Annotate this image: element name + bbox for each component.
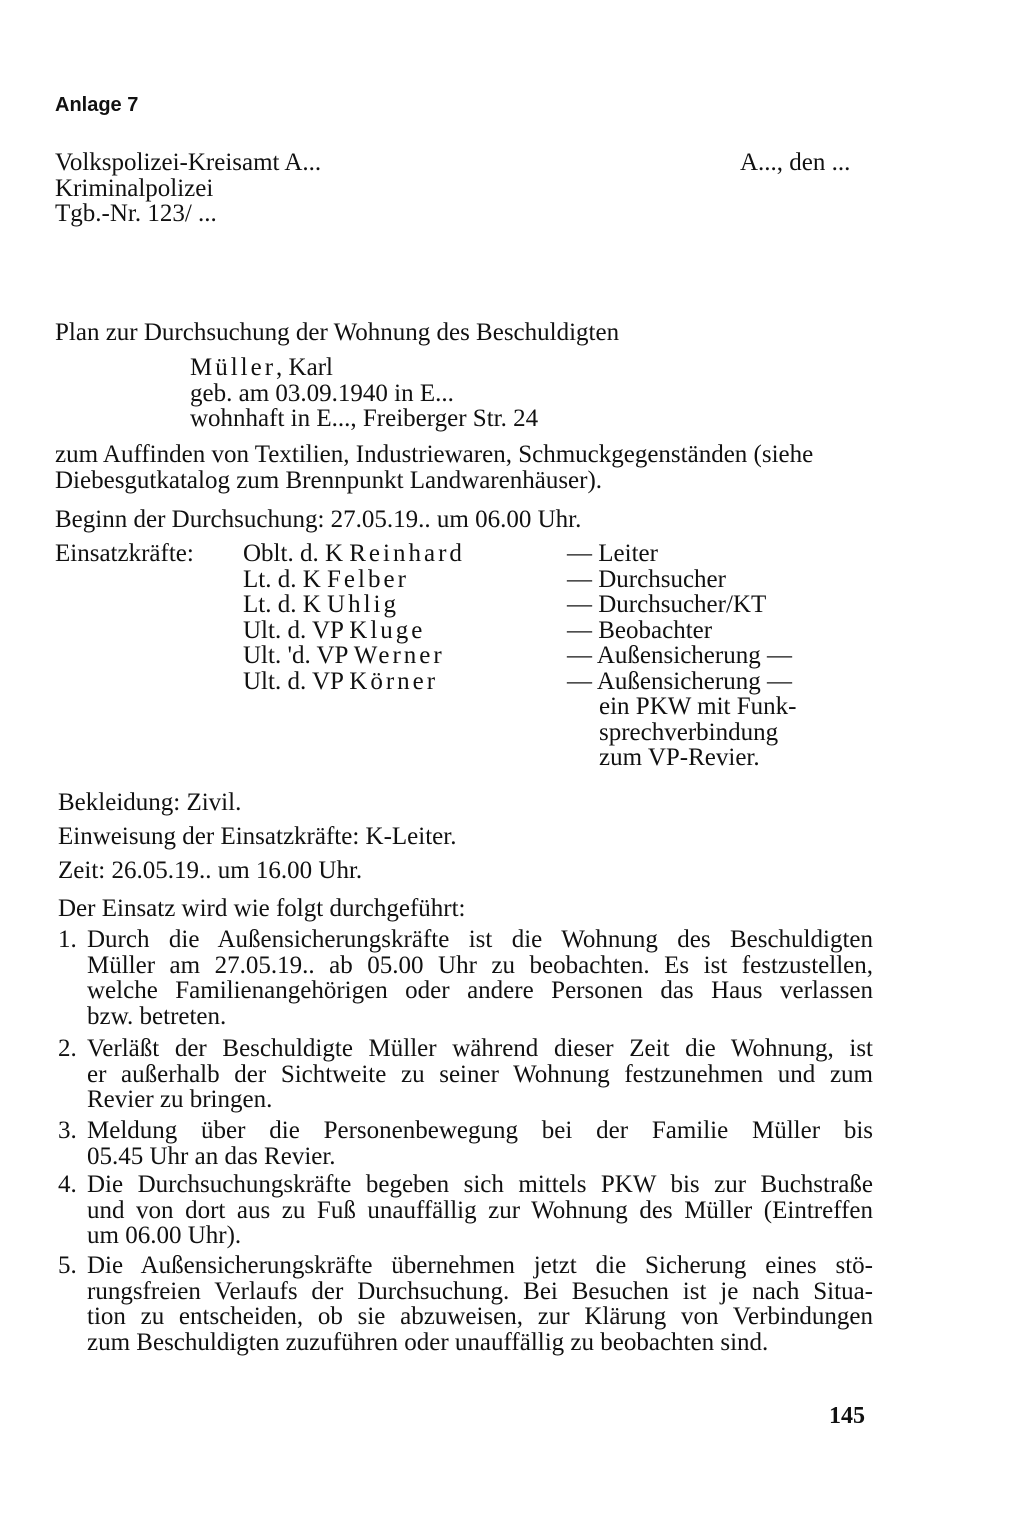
member-name: Uhlig bbox=[327, 591, 399, 618]
suspect-firstname: , Karl bbox=[276, 354, 333, 381]
step-text: Die Außensicherungskräfte übernehmen jetzt die Sicherung eines stö- rungsfreien Verlaufs der Durchsuchung. Bei Besuchen ist je nach Situa- tion zu entscheiden, ob sie abzuweisen, zur Klärung von Verbindungen zum Beschuldigten zuzuführen oder unauffällig zu beobachten sind. bbox=[87, 1252, 873, 1356]
member-rank-name: Lt. d. K Felber bbox=[243, 565, 409, 593]
briefing: Einweisung der Einsatzkräfte: K-Leiter. bbox=[58, 823, 457, 850]
page-number: 145 bbox=[829, 1403, 865, 1429]
member-role: — Außensicherung — bbox=[567, 667, 792, 695]
step-text: Die Durchsuchungskräfte begeben sich mittels PKW bis zur Buchstraße und von dort aus zu Fuß unauffällig zur Wohnung des Müller (Eintreffen um 06.00 Uhr). bbox=[87, 1171, 873, 1249]
step-text: Verläßt der Beschuldigte Müller während dieser Zeit die Wohnung, ist er außerhalb der Sichtweite zu seiner Wohnung festzunehmen und zum Revier zu bringen. bbox=[87, 1035, 873, 1113]
search-start: Beginn der Durchsuchung: 27.05.19.. um 06.00 Uhr. bbox=[55, 506, 582, 533]
member-name: Felber bbox=[327, 565, 409, 593]
authority-line: Volkspolizei-Kreisamt A... bbox=[55, 149, 322, 176]
purpose-line: zum Auffinden von Textilien, Industriewaren, Schmuckgegenständen (siehe bbox=[55, 441, 814, 468]
step-number: 4. bbox=[58, 1171, 77, 1198]
role-continuation-line: sprechverbindung bbox=[599, 718, 779, 746]
suspect-name-line bbox=[190, 355, 538, 381]
role-continuation-line: zum VP-Revier. bbox=[599, 744, 760, 771]
step-text: Meldung über die Personenbewegung bei der Familie Müller bis 05.45 Uhr an das Revier. bbox=[87, 1117, 873, 1170]
purpose-block bbox=[55, 442, 813, 493]
member-rank-name: Ult. 'd. VP Werner bbox=[243, 642, 445, 669]
annex-label: Anlage 7 bbox=[55, 94, 139, 116]
step-text: Durch die Außensicherungskräfte ist die Wohnung des Beschuldigten Müller am 27.05.19.. ab 05.00 Uhr zu beobachten. Es ist festzustellen, welche Familienangehörigen oder andere Personen das Haus verlassen bzw. betreten. bbox=[87, 926, 873, 1030]
member-rank-name: Ult. d. VP Kluge bbox=[243, 616, 426, 644]
role-continuation-line: ein PKW mit Funk- bbox=[599, 693, 797, 720]
forces-roles bbox=[567, 541, 792, 694]
member-name: Reinhard bbox=[349, 540, 465, 567]
purpose-line: Diebesgutkatalog zum Brennpunkt Landwarenhäuser). bbox=[55, 466, 603, 494]
step-number: 1. bbox=[58, 926, 77, 953]
plan-intro: Plan zur Durchsuchung der Wohnung des Beschuldigten bbox=[55, 319, 620, 346]
member-rank-name: Lt. d. K Uhlig bbox=[243, 591, 399, 618]
authority-line: Tgb.-Nr. 123/ ... bbox=[55, 200, 217, 227]
suspect-birth: geb. am 03.09.1940 in E... bbox=[190, 379, 454, 407]
authority-line: Kriminalpolizei bbox=[55, 174, 214, 202]
step-number: 5. bbox=[58, 1252, 77, 1279]
clothing: Bekleidung: Zivil. bbox=[58, 789, 242, 816]
suspect-block bbox=[190, 355, 538, 432]
procedure-intro: Der Einsatz wird wie folgt durchgeführt: bbox=[58, 895, 466, 922]
member-role: — Außensicherung — bbox=[567, 642, 792, 669]
forces-members bbox=[243, 541, 465, 694]
member-role: — Durchsucher bbox=[567, 565, 726, 593]
suspect-surname: Müller bbox=[190, 354, 277, 381]
member-rank-name: Oblt. d. K Reinhard bbox=[243, 540, 465, 567]
place-date: A..., den ... bbox=[740, 149, 851, 176]
member-role: — Beobachter bbox=[567, 616, 713, 644]
forces-label: Einsatzkräfte: bbox=[55, 540, 194, 567]
authority-block bbox=[55, 150, 321, 227]
member-rank-name: Ult. d. VP Körner bbox=[243, 667, 439, 695]
member-name: Körner bbox=[349, 667, 439, 695]
member-name: Werner bbox=[353, 642, 445, 669]
member-name: Kluge bbox=[349, 616, 426, 644]
role-continuation bbox=[599, 694, 796, 771]
member-role: — Leiter bbox=[567, 540, 658, 567]
step-number: 3. bbox=[58, 1117, 77, 1144]
step-number: 2. bbox=[58, 1035, 77, 1062]
suspect-address: wohnhaft in E..., Freiberger Str. 24 bbox=[190, 405, 539, 432]
member-role: — Durchsucher/KT bbox=[567, 591, 767, 618]
briefing-time: Zeit: 26.05.19.. um 16.00 Uhr. bbox=[58, 857, 363, 884]
